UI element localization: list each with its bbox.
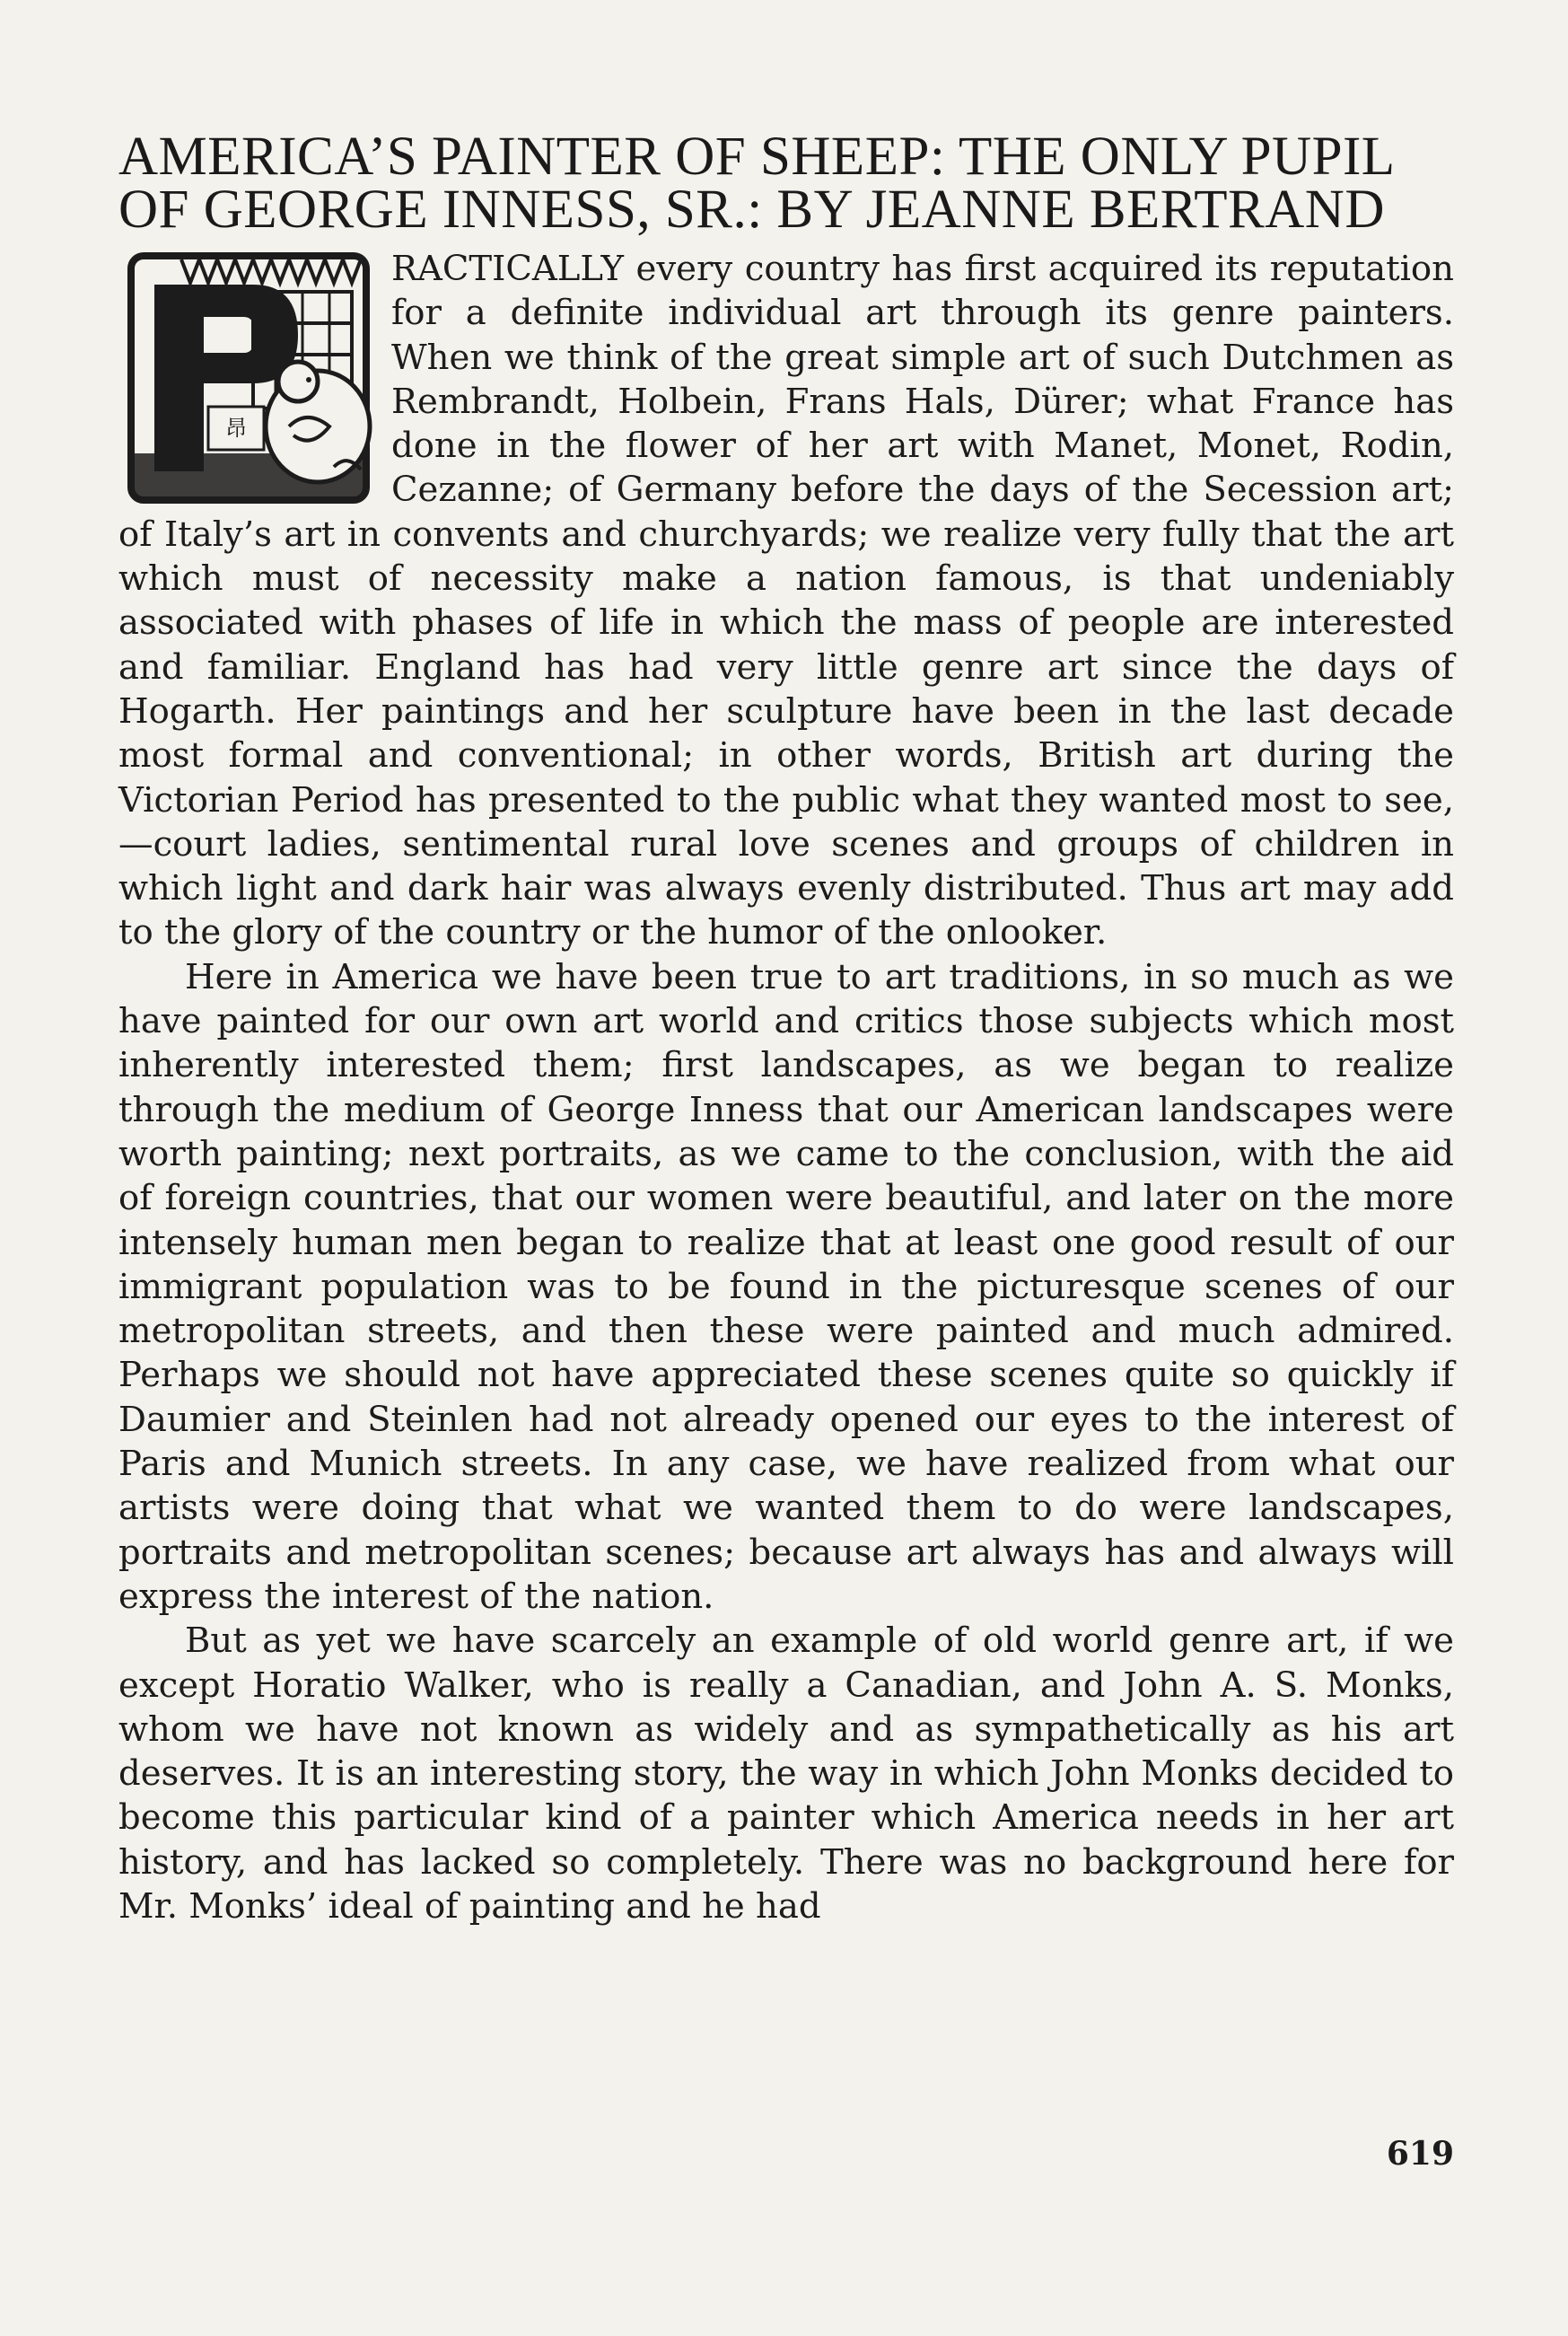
article-title: AMERICA’S PAINTER OF SHEEP: THE ONLY PUPIL OF GEORGE INNESS, SR.: BY JEANNE BERTRAND — [118, 127, 1394, 240]
svg-text:昂: 昂 — [225, 416, 247, 441]
page-number: 619 — [1386, 2135, 1454, 2173]
paragraph-3: But as yet we have scarcely an example of old world genre art, if we except Horatio Walker, who is really a Canadian, and John A. S. Monks, whom we have not known as widely and as sympathetically as his art deserves. It is an interesting story, the way in which John Monks decided to become this particular kind of a painter which America needs in her art history, and has lacked so completely. There was no background here for Mr. Monks’ ideal of painting and he had — [118, 1620, 1454, 1927]
article-page — [118, 127, 1454, 1928]
paragraph-1: RACTICALLY every country has first acquired its reputation for a definite individual art through its genre painters. When we think of the great simple art of such Dutchmen as Rembrandt, Holbein, Frans Hals, Dürer; what France has done in the flower of her art with Manet, Monet, Rodin, Cezanne; of Germany before the days of the Secession art; of Italy’s art in convents and churchyards; we realize very fully that the art which must of necessity make a nation famous, is that undeniably associated with phases of life in which the mass of people are interested and familiar. England has had very little genre art since the days of Hogarth. Her paintings and her sculpture have been in the last decade most formal and conventional; in other words, British art during the Victorian Period has presented to the public what they wanted most to see,—court ladies, sentimental rural love scenes and groups of children in which light and dark hair was always evenly distributed. Thus art may add to the glory of the country or the humor of the onlooker. — [118, 249, 1454, 953]
sheep-dropcap-icon — [118, 247, 379, 509]
paragraph-2: Here in America we have been true to art traditions, in so much as we have painted for our own art world and critics those subjects which most inherently interested them; first landscapes, as we began to realize through the medium of George Inness that our American landscapes were worth painting; next portraits, as we came to the conclusion, with the aid of foreign countries, that our women were beautiful, and later on the more intensely human men began to realize that at least one good result of our immigrant population was to be found in the picturesque scenes of our metropolitan streets, and then these were painted and much admired. Perhaps we should not have appreciated these scenes quite so quickly if Daumier and Steinlen had not already opened our eyes to the interest of Paris and Munich streets. In any case, we have realized from what our artists were doing that what we wanted them to do were landscapes, portraits and metropolitan scenes; because art always has and always will express the interest of the nation. — [118, 956, 1454, 1617]
article-body — [118, 247, 1454, 1928]
dropcap-illustration — [118, 247, 379, 509]
